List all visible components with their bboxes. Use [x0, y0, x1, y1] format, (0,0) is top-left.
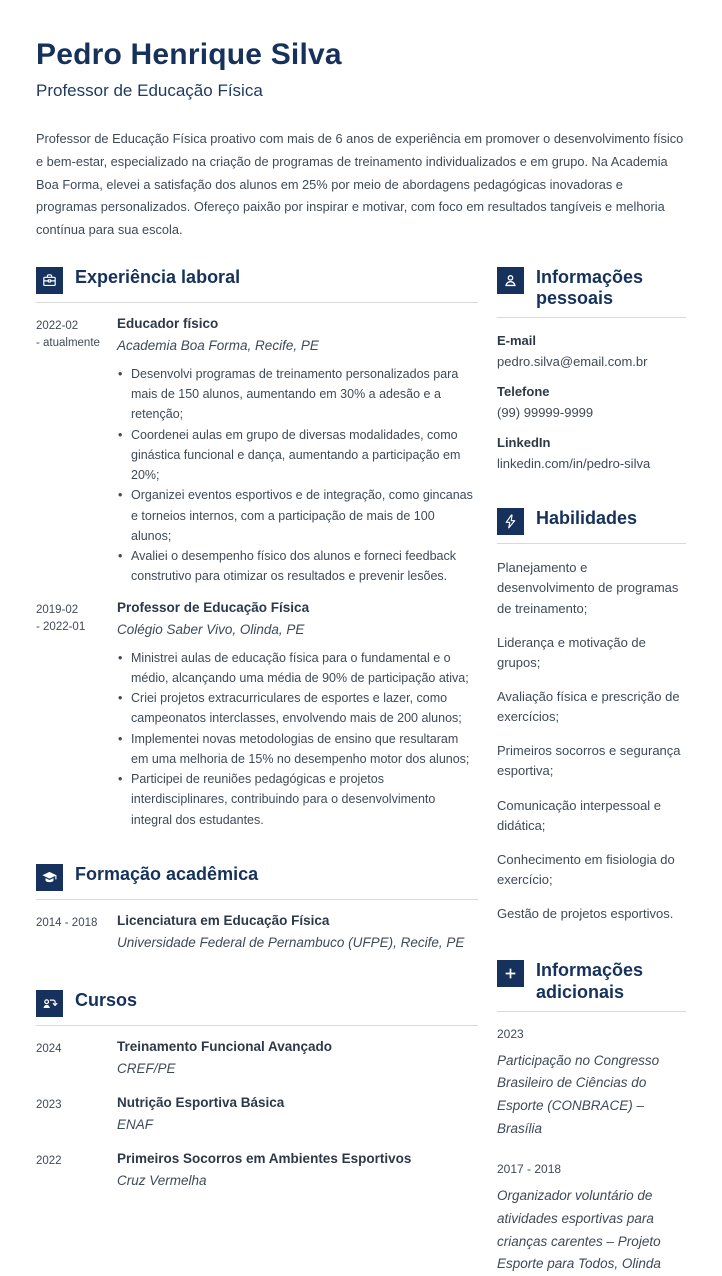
date-range: 2014 - 2018: [36, 916, 98, 929]
bullet-item: • Participei de reuniões pedagógicas e projetos interdisciplinares, contribuindo para o desenvolvimento integral dos estudantes.: [117, 769, 478, 830]
briefcase-icon: [36, 267, 63, 294]
phone-value: (99) 99999-9999: [497, 405, 594, 421]
achievement-list: [117, 648, 478, 830]
bullet-item: • Organizei eventos esportivos e de integração, como gincanas e torneios internos, com a participação de mais de 100 alunos;: [117, 485, 478, 546]
section-header-personal: [497, 267, 686, 318]
contact-label: LinkedIn: [497, 435, 551, 451]
course-org: CREF/PE: [117, 1060, 176, 1076]
skill-item: Avaliação física e prescrição de exercícios;: [497, 689, 680, 725]
company-location: Academia Boa Forma, Recife, PE: [117, 337, 319, 353]
section-header-education: [36, 864, 478, 900]
additional-entry: [497, 1162, 686, 1276]
date-start: 2022-02: [36, 319, 79, 332]
experience-entry: [36, 316, 478, 587]
section-header-additional: [497, 960, 686, 1011]
section-title: Informações pessoais: [536, 266, 644, 309]
course-title: Primeiros Socorros em Ambientes Esportivos: [117, 1150, 412, 1166]
additional-text: Participação no Congresso Brasileiro de Ciências do Esporte (CONBRACE) – Brasília: [497, 1052, 660, 1136]
contact-item: [497, 435, 686, 471]
additional-entry: [497, 1027, 686, 1141]
section-header-skills: [497, 508, 686, 544]
additional-text: Organizador voluntário de atividades esportivas para crianças carentes – Projeto Esporte para Todos, Olinda: [497, 1188, 661, 1272]
contact-label: Telefone: [497, 384, 550, 400]
section-personal-info: [497, 267, 686, 471]
course-title: Nutrição Esportiva Básica: [117, 1094, 285, 1110]
degree-title: Licenciatura em Educação Física: [117, 912, 330, 928]
two-column-layout: [36, 267, 686, 1276]
plus-icon: [497, 960, 524, 987]
course-person-arrow-icon: [36, 990, 63, 1017]
additional-date: 2023: [497, 1026, 524, 1041]
additional-date: 2017 - 2018: [497, 1162, 562, 1177]
course-title: Treinamento Funcional Avançado: [117, 1038, 333, 1054]
contact-label: E-mail: [497, 333, 537, 349]
section-header-courses: [36, 990, 478, 1026]
school-location: Universidade Federal de Pernambuco (UFPE), Recife, PE: [117, 934, 465, 950]
date-range: [36, 316, 117, 587]
section-experience: [36, 267, 478, 830]
company-location: Colégio Saber Vivo, Olinda, PE: [117, 621, 305, 637]
date-end: - atualmente: [36, 337, 100, 350]
section-title: Formação acadêmica: [75, 863, 259, 884]
skill-item: Planejamento e desenvolvimento de programas de treinamento;: [497, 560, 679, 616]
job-title: Professor de Educação Física: [117, 599, 310, 615]
section-skills: [497, 508, 686, 924]
bullet-item: • Avaliei o desempenho físico dos alunos e forneci feedback construtivo para otimizar os resultados e prevenir lesões.: [117, 546, 478, 587]
date-start: 2019-02: [36, 603, 79, 616]
person-job-title: Professor de Educação Física: [36, 81, 263, 100]
skill-item: Primeiros socorros e segurança esportiva;: [497, 743, 681, 779]
linkedin-value: linkedin.com/in/pedro-silva: [497, 456, 651, 472]
section-courses: [36, 990, 478, 1188]
bullet-item: • Desenvolvi programas de treinamento personalizados para mais de 150 alunos, aumentando em 30% a adesão e a retenção;: [117, 364, 478, 425]
section-title: Experiência laboral: [75, 266, 241, 287]
skill-item: Liderança e motivação de grupos;: [497, 634, 646, 670]
job-title: Educador físico: [117, 315, 219, 331]
contact-item: [497, 333, 686, 369]
section-header-experience: [36, 267, 478, 303]
bullet-item: • Ministrei aulas de educação física para o fundamental e o médio, alcançando uma média de 90% de participação ativa;: [117, 648, 478, 689]
bullet-item: • Coordenei aulas em grupo de diversas modalidades, como ginástica funcional e dança, aumentando a participação em 20%;: [117, 425, 478, 486]
course-entry: [36, 1151, 478, 1188]
left-column: [36, 267, 478, 1276]
section-title: Cursos: [75, 989, 138, 1010]
section-title: Informações adicionais: [536, 960, 644, 1002]
achievement-list: [117, 364, 478, 587]
course-org: ENAF: [117, 1116, 154, 1132]
course-entry: [36, 1039, 478, 1076]
section-title: Habilidades: [536, 508, 638, 529]
graduation-cap-icon: [36, 864, 63, 891]
contact-item: [497, 384, 686, 420]
course-org: Cruz Vermelha: [117, 1172, 207, 1188]
education-entry: [36, 913, 478, 950]
bullet-item: • Criei projetos extracurriculares de esportes e lazer, como campeonatos interclasses, envolvendo mais de 200 alunos;: [117, 688, 478, 729]
course-entry: [36, 1095, 478, 1132]
date-range: [36, 600, 117, 830]
date-end: - 2022-01: [36, 620, 86, 633]
skill-item: Conhecimento em fisiologia do exercício;: [497, 851, 675, 887]
skill-item: Comunicação interpessoal e didática;: [497, 797, 662, 833]
course-date: 2023: [36, 1098, 62, 1111]
resume-header: [36, 38, 686, 242]
email-value: pedro.silva@email.com.br: [497, 354, 648, 370]
course-date: 2024: [36, 1042, 62, 1055]
bullet-item: • Implementei novas metodologias de ensino que resultaram em uma melhoria de 15% no desempenho motor dos alunos;: [117, 729, 478, 770]
section-additional-info: [497, 960, 686, 1276]
person-name: Pedro Henrique Silva: [36, 38, 342, 71]
section-education: [36, 864, 478, 950]
skill-item: Gestão de projetos esportivos.: [497, 906, 674, 922]
lightning-bolt-icon: [497, 508, 524, 535]
person-icon: [497, 267, 524, 294]
right-column: [497, 267, 686, 1276]
course-date: 2022: [36, 1154, 62, 1167]
professional-summary: Professor de Educação Física proativo com mais de 6 anos de experiência em promover o desenvolvimento físico e bem-estar, especializado na criação de programas de treinamento individualizados e em grupo. Na Academia Boa Forma, elevei a satisfação dos alunos em 25% por meio de abordagens pedagógicas inovadoras e programas personalizados. Ofereço paixão por inspirar e motivar, com foco em resultados tangíveis e melhoria contínua para sua escola.: [36, 131, 684, 238]
experience-entry: [36, 600, 478, 830]
